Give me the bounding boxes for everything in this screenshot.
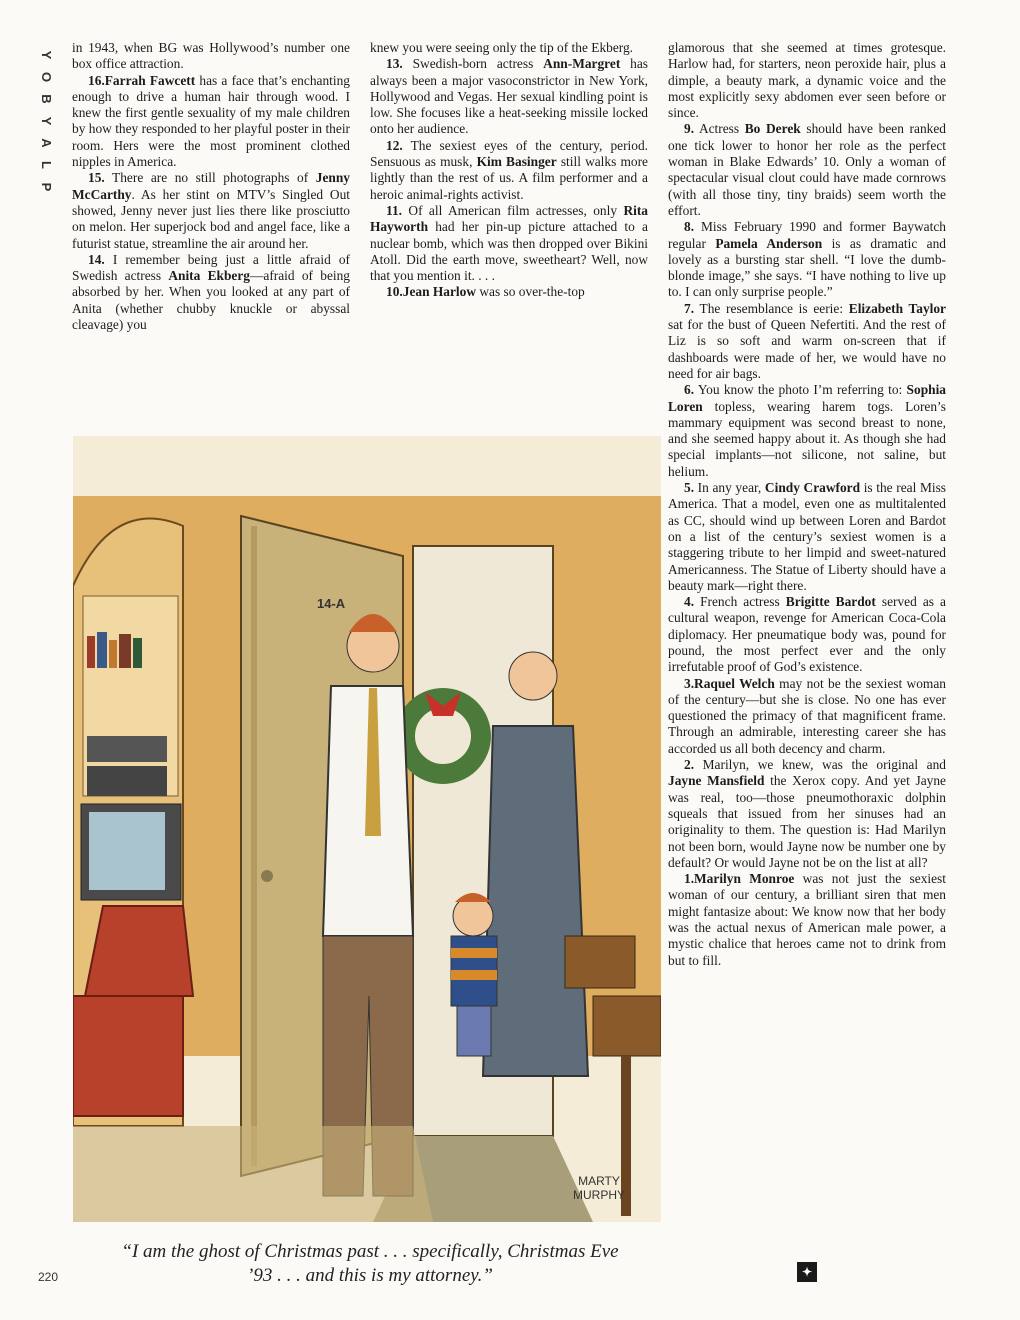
actress-name: Anita Ekberg	[168, 268, 250, 284]
paragraph	[370, 284, 648, 300]
playboy-bunny-logo-icon: ✦	[797, 1262, 817, 1282]
paragraph	[668, 676, 946, 757]
rank-number: 13.	[386, 56, 403, 72]
rank-number: 9.	[684, 121, 695, 137]
paragraph	[668, 219, 946, 300]
paragraph	[370, 138, 648, 203]
paragraph-text: topless, wearing harem togs. Loren’s mammary equipment was second breast to none, and she seemed happy about it. As though she had special implants—not silicone, not saline, but helium.	[668, 398, 946, 479]
actress-name: Pamela Anderson	[715, 235, 823, 251]
paragraph-text: still walks more lightly than the rest of us. A film performer and a heroic animal-rights activist.	[370, 154, 648, 202]
actress-name: Jenny McCarthy	[72, 170, 350, 202]
paragraph-text: knew you were seeing only the tip of the Ekberg.	[370, 40, 634, 55]
article-column-2	[370, 40, 648, 301]
rank-number: 16.	[88, 72, 105, 88]
paragraph-text: in 1943, when BG was Hollywood’s number one box office attraction.	[72, 40, 350, 72]
paragraph	[668, 594, 946, 675]
article-column-1	[72, 40, 350, 333]
actress-name: Elizabeth Taylor	[848, 300, 946, 316]
rank-number: 14.	[88, 251, 105, 267]
paragraph-text: was so over-the-top	[476, 284, 585, 300]
rank-number: 15.	[88, 170, 105, 186]
actress-name: Cindy Crawford	[764, 480, 861, 496]
paragraph-text: The resemblance is eerie:	[694, 300, 849, 316]
paragraph-text: may not be the sexiest woman of the century—but she is close. No one has ever questioned the primacy of that magnificent frame. Through an admirable, interesting career she has accorded us all both decency and charm.	[668, 675, 946, 756]
rank-number: 2.	[684, 757, 695, 773]
paragraph-text: glamorous that she seemed at times grotesque. Harlow had, for starters, neon peroxide hair, plus a dimple, a beauty mark, a dynamic voice and the most explicitly sexy abdomen ever seen before or since.	[668, 40, 946, 121]
paragraph-text: served as a cultural weapon, revenge for American Coca-Cola diplomacy. Her pneumatique body was, pound for pound, the most perfect ever and the only irrefutable proof of God’s existence.	[668, 594, 946, 675]
rank-number: 11.	[386, 202, 402, 218]
paragraph-text: French actress	[694, 594, 786, 610]
paragraph-text: Marilyn, we knew, was the original and	[694, 757, 946, 773]
actress-name: Bo Derek	[744, 121, 801, 137]
signature-line-1: MARTY	[578, 1174, 620, 1188]
paragraph-text: has a face that’s enchanting enough to drive a human hair through wood. I knew the first gentle sexuality of my male children by how they responded to her playful poster in their room. Hers were the most prominent clothed nipples in America.	[72, 72, 350, 170]
paragraph-text: Actress	[694, 121, 745, 137]
paragraph-text: is the real Miss America. That a model, even one as multitalented as CC, should wind up between Loren and Bardot on a list of the century’s sexiest women is a staggering tribute to her limpid and sweet-natured Americanness. The Statue of Liberty should have a beauty mark—right there.	[668, 480, 946, 593]
paragraph-text: should have been ranked one tick lower to honor her role as the perfect woman in Blake Edwards’ 10. Only a woman of spectacular visual clout could have made cornrows (with all those tiny, tiny braids) seem worth the effort.	[668, 121, 946, 218]
rank-number: 7.	[684, 300, 695, 316]
actress-name: Marilyn Monroe	[694, 871, 795, 887]
rank-number: 4.	[684, 594, 695, 610]
paragraph-text: I remember being just a little afraid of Swedish actress	[72, 251, 350, 284]
paragraph-text: In any year,	[694, 480, 765, 496]
paragraph-text: was not just the sexiest woman of our century, a brilliant siren that men might fantasize about: We know now that her body was the actual nexus of American male power, a mystic chalice that heroes came not to drink from but to fill.	[668, 871, 946, 968]
actress-name: Kim Basinger	[476, 154, 557, 170]
rank-number: 1.	[684, 871, 695, 887]
paragraph-text: has always been a major vasoconstrictor in New York, Hollywood and Vegas. Her sexual kindling point is low. She focuses like a heat-seeking missile locked onto her audience.	[370, 56, 648, 137]
paragraph-text: . As her stint on MTV’s Singled Out showed, Jenny never just lies there like prosciutto on melon. Her superjock bod and angel face, like a futurist statue, streamline the air around her.	[72, 186, 350, 251]
paragraph	[668, 757, 946, 871]
paragraph-text: —afraid of being absorbed by her. When you looked at any part of Anita (whether chubby knuckle or abyssal cleavage) you	[72, 268, 351, 333]
door-number: 14-A	[317, 596, 346, 611]
paragraph-text: Swedish-born actress	[402, 56, 544, 72]
actress-name: Jean Harlow	[402, 284, 477, 300]
article-column-3	[668, 40, 946, 969]
paragraph	[370, 56, 648, 137]
paragraph-text: Miss February 1990 and former Baywatch regular	[668, 219, 946, 251]
paragraph-text: had her pin-up picture attached to a nuclear bomb, which was then dropped over Bikini Atoll. Did the earth move, sweetheart? Well, now that you mention it. . . .	[370, 219, 648, 284]
actress-name: Jayne Mansfield	[668, 773, 765, 789]
signature-line-2: MURPHY	[573, 1188, 626, 1202]
paragraph	[668, 871, 946, 969]
actress-name: Brigitte Bardot	[785, 594, 876, 610]
paragraph	[668, 382, 946, 480]
cartoon-drawing	[73, 436, 661, 1222]
paragraph	[370, 203, 648, 284]
actress-name: Sophia Loren	[668, 382, 946, 414]
paragraph	[668, 480, 946, 594]
cartoon-signature	[573, 1174, 625, 1202]
rank-number: 8.	[684, 219, 695, 235]
paragraph	[668, 301, 946, 382]
rank-number: 12.	[386, 137, 403, 153]
magazine-name-vertical: Y O B Y A L P	[39, 50, 54, 192]
paragraph-text: sat for the bust of Queen Nefertiti. And the rest of Liz is so soft and warm on-screen that if dashboards were made of her, we would have no need for air bags.	[668, 317, 946, 381]
paragraph	[72, 170, 350, 251]
paragraph-text: You know the photo I’m referring to:	[694, 382, 907, 398]
rank-number: 5.	[684, 480, 695, 496]
paragraph-text: The sexiest eyes of the century, period. Sensuous as musk,	[370, 137, 648, 170]
paragraph	[370, 40, 648, 56]
paragraph-text: the Xerox copy. And yet Jayne was real, too—those pneumothoraxic dolphin squeals that issued from her sinuses had an originality to them. The question is: Had Marilyn not been born, would Jayne now be number one by default? Or would Jayne not be on the list at all?	[668, 773, 946, 870]
paragraph-text: is as dramatic and lovely as a bursting star shell. “I love the dumb-blonde image,” she says. “I have nothing to live up to. I can only surprise people.”	[668, 235, 947, 300]
paragraph	[668, 121, 946, 219]
rank-number: 6.	[684, 382, 695, 398]
rank-number: 3.	[684, 675, 695, 691]
page-number: 220	[38, 1270, 59, 1284]
paragraph	[668, 40, 946, 121]
paragraph-text: Of all American film actresses, only	[402, 202, 624, 218]
actress-name: Farrah Fawcett	[104, 72, 196, 88]
rank-number: 10.	[386, 284, 403, 300]
cartoon-illustration	[73, 436, 661, 1222]
actress-name: Rita Hayworth	[370, 202, 648, 235]
paragraph	[72, 40, 350, 73]
actress-name: Ann-Margret	[543, 56, 621, 72]
cartoon-caption: “I am the ghost of Christmas past . . . specifically, Christmas Eve ’93 . . . and this is my attorney.”	[121, 1241, 619, 1286]
paragraph-text: There are no still photographs of	[104, 170, 316, 186]
paragraph	[72, 73, 350, 171]
actress-name: Raquel Welch	[694, 675, 775, 691]
paragraph	[72, 252, 350, 333]
